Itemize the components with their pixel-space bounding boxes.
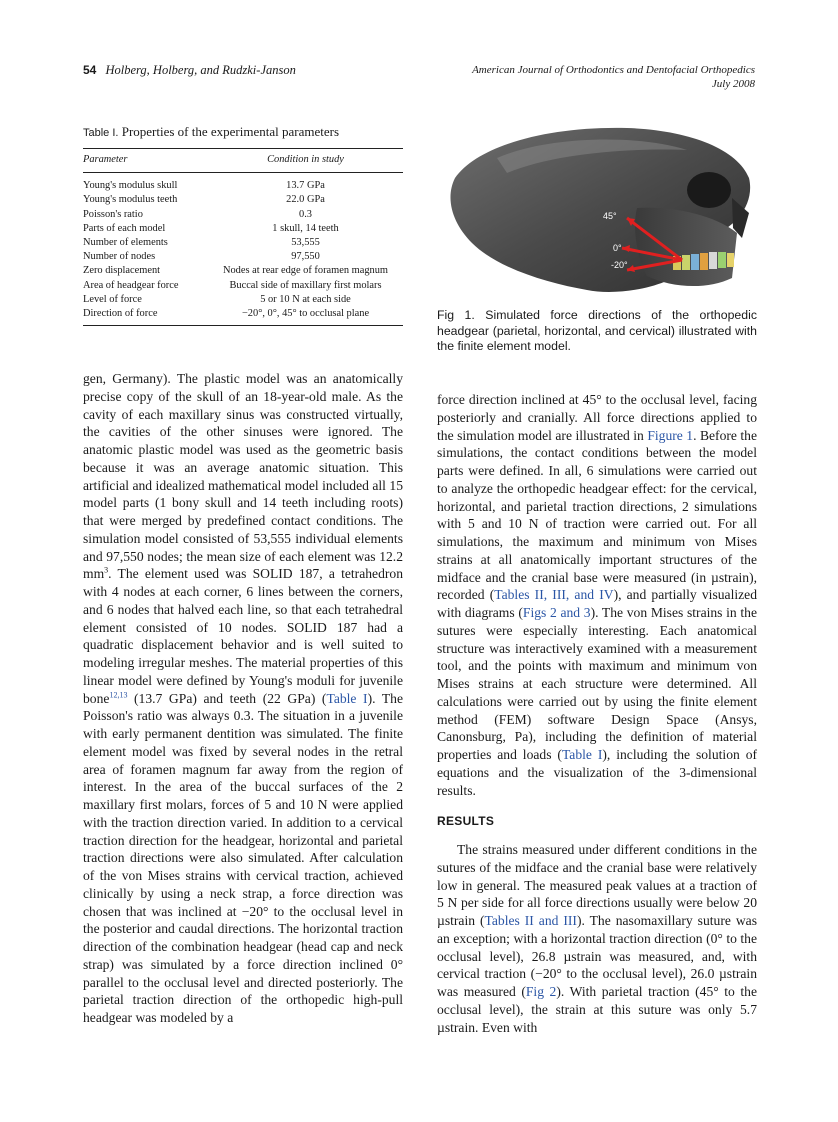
table-cell: Young's modulus skull [83, 180, 178, 192]
text-run: ). The von Mises strains in the sutures were especially interesting. Each anatomical structure was interactively examined with a measurement tool, and the points with maximum and minimum von Mises strains at each structure were determined. All calculations were carried out by using the finite element method (FEM) software Design Space (Ansys, Canonsburg, Pa), including the definition of material properties and loads ( [437, 605, 758, 762]
figure-link[interactable]: Fig 2 [525, 984, 557, 999]
table-cell: Parts of each model [83, 222, 166, 234]
body-column-left [83, 370, 403, 1027]
table-cell: Zero displacement [83, 265, 161, 277]
table-row [83, 279, 403, 293]
table-cell: 1 skull, 14 teeth [272, 222, 339, 234]
table-cell: Number of nodes [83, 251, 156, 263]
table-label: Table I. [83, 127, 119, 139]
figure-link[interactable]: Figs 2 and 3 [522, 605, 591, 620]
table-link[interactable]: Table I [561, 747, 603, 762]
paragraph [437, 391, 757, 799]
table-cell: 53,555 [291, 237, 320, 249]
table-cell: Nodes at rear edge of foramen magnum [222, 265, 389, 277]
journal-name: American Journal of Orthodontics and Dentofacial Orthopedics [472, 64, 755, 76]
table-cell: Number of elements [83, 237, 168, 249]
table-title: Properties of the experimental parameters [121, 124, 340, 139]
table-row [83, 208, 403, 222]
column-header-condition: Condition in study [208, 149, 403, 173]
running-header-left [83, 63, 296, 78]
section-heading-results: RESULTS [437, 814, 495, 829]
table-row [83, 222, 403, 236]
table-row [83, 236, 403, 250]
figure-link[interactable]: Figure 1 [647, 427, 694, 443]
table-cell: Level of force [83, 293, 142, 305]
table-link[interactable]: Table I [326, 690, 368, 706]
table-cell: Young's modulus teeth [83, 194, 178, 206]
text-run: . Before the simulations, the contact conditions between the model parts were defined. In all, 6 simulations were carried out to analyze the orthopedic headgear effect: for the cervical, horizontal, and parietal traction directions, 2 simulations with 5 and 10 N of traction were carried out. For all simulations, the maximum and minimum von Mises strains at all anatomically important structures of the midface and the cranial base were measured (in µstrain), recorded ( [437, 427, 758, 603]
body-column-right [437, 391, 757, 1036]
text-run: ), and partially visualized with diagrams ( [437, 587, 757, 620]
figure-label: Fig 1. [437, 308, 475, 322]
table-cell: Direction of force [83, 307, 208, 326]
table-link[interactable]: Tables II, III, and IV [494, 587, 614, 603]
page-number: 54 [83, 63, 97, 77]
table-cell: 5 or 10 N at each side [260, 293, 351, 305]
text-run: (13.7 GPa) and teeth (22 GPa) ( [127, 690, 327, 706]
parameters-table [83, 148, 403, 326]
citation-link[interactable]: 12,13 [109, 689, 128, 699]
angle-label-minus20: -20° [611, 260, 628, 270]
table-cell: 0.3 [299, 208, 312, 220]
running-header-right [415, 63, 755, 91]
table-row [83, 193, 403, 207]
figure-caption [437, 308, 757, 355]
issue-date: July 2008 [711, 78, 755, 90]
angle-label-45: 45° [603, 211, 617, 221]
text-run: ). With parietal traction (45° to the occlusal level), the strain at this suture was only 5.7 µstrain. Even with [437, 984, 757, 1035]
text-run: The strains measured under different conditions in the sutures of the midface and the cranial base were relatively low in general. The measured peak values at a traction of 5 N per side for all force directions usually were below 20 µstrain ( [437, 842, 757, 928]
table-link[interactable]: Tables II and III [484, 913, 577, 928]
table-row [83, 307, 403, 326]
table-cell: −20°, 0°, 45° to occlusal plane [208, 307, 403, 326]
table-cell: 22.0 GPa [286, 194, 325, 206]
running-authors: Holberg, Holberg, and Rudzki-Janson [105, 63, 296, 77]
skull-orbit [687, 172, 731, 208]
table-row [83, 250, 403, 264]
paragraph [83, 370, 403, 1027]
column-header-parameter: Parameter [83, 149, 208, 173]
figure-skull-model [437, 118, 755, 300]
paragraph [437, 841, 757, 1036]
text-run: ). The Poisson's ratio was always 0.3. The situation in a juvenile with early permanent dentition was simulated. The finite element model was fixed by several nodes in the retral area of foramen magnum far away from the region of interest. In the area of the buccal surfaces of the 2 maxillary first molars, forces of 5 and 10 N were applied with the traction direction varied. In addition to a cervical traction direction for the headgear, horizontal and parietal traction directions were also simulated. After calculation of the von Mises strains with cervical traction, achieved clinically by using a neck strap, a force direction was chosen that was inclined at −20° to the occlusal level in the posterior and caudal directions. The horizontal traction direction of the combination headgear (head cap and neck strap) was simulated by a force direction inclined 0° parallel to the occlusal level and directed posteriorly. The parietal traction direction of the orthopedic high-pull headgear was modeled by a [83, 690, 403, 1025]
figure-caption-text: Simulated force directions of the orthopedic headgear (parietal, horizontal, and cervical) illustrated with the finite element model. [437, 308, 757, 354]
table-row [83, 264, 403, 278]
text-run: ). The nasomaxillary suture was an exception; with a horizontal traction direction (0° to the occlusal level), 26.8 µstrain was measured, and, with cervical traction (−20° to the occlusal level), 26.0 µstrain was measured ( [437, 913, 757, 999]
angle-label-0: 0° [613, 243, 622, 253]
table-row [83, 173, 403, 194]
table-cell: 97,550 [291, 251, 320, 263]
text-run: . The element used was SOLID 187, a tetrahedron with 4 nodes at each corner, 6 lines between the corners, and 6 nodes that halved each line, so that each tetrahedral element consisted of 10 nodes. SOLID 187 had a quadratic displacement behavior and is well suited to modeling irregular meshes. The material properties of this linear model were defined by Young's moduli for juvenile bone [83, 566, 403, 706]
table-row [83, 293, 403, 307]
text-run: force direction inclined at 45° to the occlusal level, facing posteriorly and cranially. All force directions applied to the simulation model are illustrated in [437, 392, 757, 443]
table-cell: Area of headgear force [83, 279, 179, 291]
text-run: ), including the solution of equations and the visualization of the 3-dimensional results. [437, 747, 758, 798]
superscript: 3 [104, 565, 109, 575]
table-cell: Buccal side of maxillary first molars [229, 279, 382, 291]
text-run: gen, Germany). The plastic model was an anatomically precise copy of the skull of an 18-year-old male. As the cavity of each maxillary sinus was constructed virtually, the cavities of the other sinuses were ignored. The anatomic plastic model was used as the geometric basis because it was an average anatomic situation. This artificial and idealized mathematical model included all 15 model parts (1 bony skull and 14 teeth including roots) that were merged by predefined contact conditions. The simulation model consisted of 53,555 individual elements and 97,550 nodes; the mean size of each element was 12.2 mm [83, 371, 403, 582]
table-cell: Poisson's ratio [83, 208, 143, 220]
table-caption [83, 124, 403, 140]
table-properties [83, 124, 403, 326]
table-cell: 13.7 GPa [286, 180, 325, 192]
